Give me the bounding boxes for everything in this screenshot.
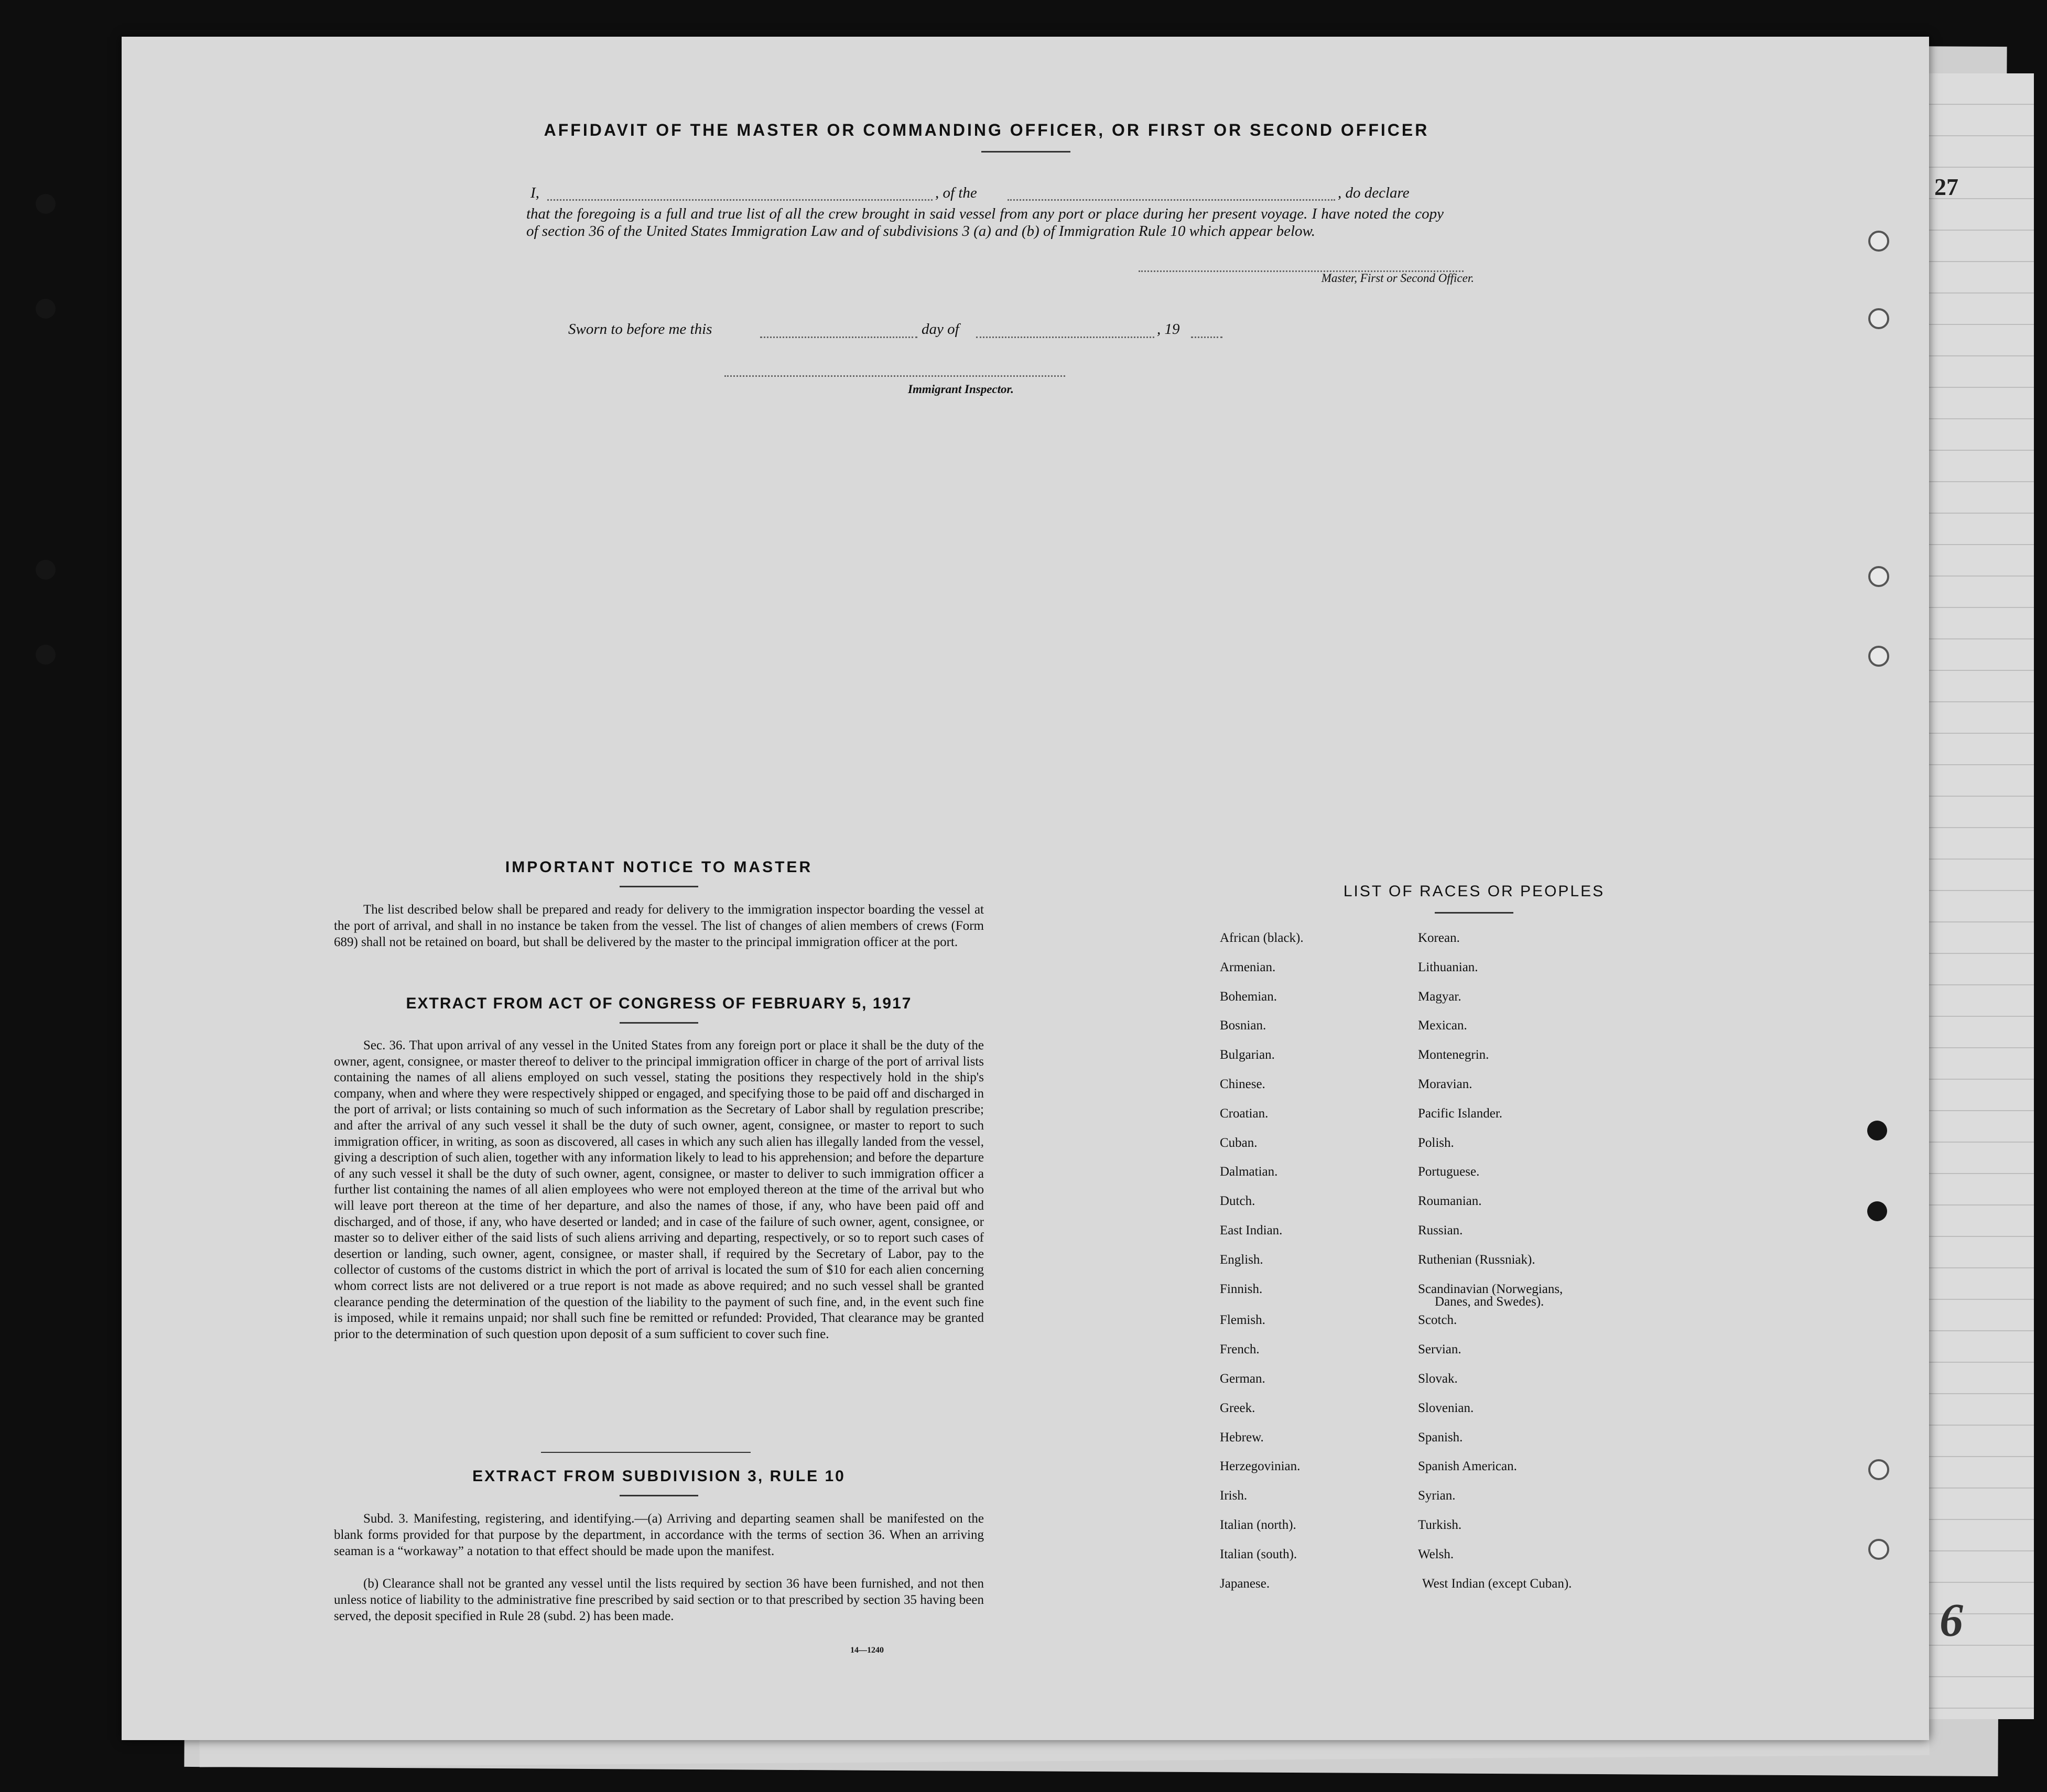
sworn-day-of: day of [922,321,959,338]
race-item: Dalmatian. [1220,1165,1278,1179]
race-scandinavian-cont: Danes, and Swedes). [1435,1295,1544,1309]
race-item: Slovenian. [1418,1400,1474,1415]
binder-hole [36,560,56,580]
races-title: LIST OF RACES OR PEOPLES [1343,883,1605,900]
inspector-label: Immigrant Inspector. [908,383,1014,396]
manifest-page [122,37,1929,1740]
binder-hole [36,194,56,214]
extract-rule-title: EXTRACT FROM SUBDIVISION 3, RULE 10 [472,1468,846,1485]
extract-rule-para-b: (b) Clearance shall not be granted any vessel until the lists required by section 36 have been furnished, and not then unless notice of liability to the administrative fine prescribed by said section or to that prescribed by section 35 having been served, the deposit specified in Rule 28 (subd. 2) has been made. [334,1577,984,1623]
race-item: Spanish. [1418,1430,1463,1445]
notice-rule [620,886,698,887]
race-item: English. [1220,1252,1263,1267]
extract-act-rule [620,1022,698,1024]
extract-rule-para-a: Subd. 3. Manifesting, registering, and identifying.—(a) Arriving and departing seamen shall be manifested on the blank forms provided for that purpose by the department, in accordance with the terms of section 36. When an arriving seaman is a “workaway” a notation to that effect should be made upon the manifest. [334,1512,984,1558]
race-item: Spanish American. [1418,1459,1517,1474]
sworn-prefix: Sworn to before me this [568,321,712,338]
race-item: Russian. [1418,1223,1463,1237]
binder-hole [36,645,56,665]
sworn-month-blank [976,336,1154,338]
race-item: Turkish. [1418,1518,1462,1532]
extract-act-title: EXTRACT FROM ACT OF CONGRESS OF FEBRUARY 5, 1917 [406,995,912,1012]
race-item: Scandinavian (Norwegians, [1418,1281,1563,1296]
race-item: French. [1220,1342,1260,1357]
affidavit-i: I, [530,184,539,201]
race-item: Scotch. [1418,1313,1457,1328]
binder-hole [1867,1121,1887,1141]
race-item: Lithuanian. [1418,960,1478,974]
margin-number-bottom: 6 [1940,1594,1963,1646]
race-item: Mexican. [1418,1018,1467,1033]
inspector-blank [724,375,1065,377]
race-item: Welsh. [1418,1547,1454,1561]
race-item: Korean. [1418,931,1460,945]
race-item: Italian (south). [1220,1547,1297,1561]
race-item: Montenegrin. [1418,1048,1489,1062]
binder-hole [1868,308,1889,329]
extract-rule-rule [620,1495,698,1496]
affidavit-title: AFFIDAVIT OF THE MASTER OR COMMANDING OFFICER, OR FIRST OR SECOND OFFICER [544,121,1429,139]
race-item: Syrian. [1418,1489,1456,1503]
race-item: Dutch. [1220,1194,1255,1209]
race-item: Moravian. [1418,1077,1472,1091]
margin-number-top: 27 [1934,173,1958,200]
race-item: East Indian. [1220,1223,1283,1237]
race-item: Greek. [1220,1400,1255,1415]
affidavit-do-declare: , do declare [1338,184,1410,201]
race-item: Polish. [1418,1135,1454,1150]
race-item: Cuban. [1220,1135,1258,1150]
binder-hole [1868,566,1889,587]
binder-hole [1868,1459,1889,1480]
title-rule [981,151,1070,153]
binder-hole [1867,1201,1887,1221]
vessel-blank [1008,199,1335,201]
binder-hole [1868,646,1889,667]
race-item: Flemish. [1220,1313,1265,1328]
race-item: Japanese. [1220,1576,1270,1591]
race-item: Chinese. [1220,1077,1265,1091]
race-item: Ruthenian (Russniak). [1418,1252,1535,1267]
race-item: Armenian. [1220,960,1276,974]
notice-body: The list described below shall be prepared and ready for delivery to the immigration inspector boarding the vessel at the port of arrival, and shall in no instance be taken from the vessel. The list of changes of alien members of crews (Form 689) shall not be retained on board, but shall be delivered by the master to the principal immigration officer at the port. [334,903,984,949]
race-item: Irish. [1220,1489,1248,1503]
race-item: Servian. [1418,1342,1461,1357]
sworn-year-blank [1191,336,1222,338]
race-item: African (black). [1220,931,1304,945]
race-item: Hebrew. [1220,1430,1264,1445]
sworn-year: , 19 [1157,321,1180,338]
name-blank [547,199,933,201]
race-item: Finnish. [1220,1281,1263,1296]
races-rule [1435,912,1513,914]
race-item: Italian (north). [1220,1518,1296,1532]
binder-hole [1868,231,1889,252]
affidavit-of-the: , of the [935,184,977,201]
race-item: Bohemian. [1220,989,1277,1004]
race-item: Slovak. [1418,1372,1458,1386]
binder-hole [1868,1539,1889,1560]
form-number: 14—1240 [850,1646,884,1655]
affidavit-body: that the foregoing is a full and true list of all the crew brought in said vessel from any port or place during her present voyage. I have noted the copy of section 36 of the United States Immigration Law and of subdivisions 3 (a) and (b) of Immigration Rule 10 which appear below. [526,205,1444,240]
extract-act-body: Sec. 36. That upon arrival of any vessel in the United States from any foreign port or place it shall be the duty of the owner, agent, consignee, or master thereof to deliver to the principal immigration officer in charge of the port of arrival lists containing the names of all aliens employed on such vessel, stating the positions they respectively hold in the ship's company, when and where they were respectively shipped or engaged, and specifying those to be paid off and discharged in the port of arrival; or lists containing so much of such information as the Secretary of Labor shall by regulation prescribe; and after the arrival of any such vessel it shall be the duty of such owner, agent, consignee, or master to report to such immigration officer, in writing, as soon as discovered, all cases in which any such alien has illegally landed from the vessel, giving a description of such alien, together with any information likely to lead to his apprehension; and before the departure of any such vessel it shall be the duty of such owner, agent, consignee, or master to deliver to such immigration officer a further list containing the names of all alien employees who were not employed thereon at the time of the arrival but who will leave port thereon at the time of her departure, and also the names of those, if any, who have been paid off and discharged, and of those, if any, who have deserted or landed; and in case of the failure of such owner, agent, consignee, or master so to deliver either of the said lists of such aliens arriving and departing, respectively, or so to report such cases of desertion or landing, such owner, agent, consignee, or master shall, if required by the Secretary of Labor, pay to the collector of customs of the customs district in which the port of arrival is located the sum of $10 for each alien concerning whom correct lists are not delivered or a true report is not made as above required; and no such vessel shall be granted clearance pending the determination of the question of the liability to the payment of such fine, and, in the event such fine is imposed, while it remains unpaid; nor shall such fine be remitted or refunded: Provided, That clearance may be granted prior to the determination of such question upon deposit of a sum sufficient to cover such fine. [334,1038,984,1341]
sworn-day-blank [760,336,917,338]
section-rule [541,1452,751,1453]
race-item: Herzegovinian. [1220,1459,1301,1474]
race-item: Croatian. [1220,1106,1269,1121]
race-item: West Indian (except Cuban). [1422,1576,1572,1591]
race-item: Bulgarian. [1220,1048,1275,1062]
race-item: Bosnian. [1220,1018,1266,1033]
signature-label: Master, First or Second Officer. [1321,271,1474,285]
race-item: Pacific Islander. [1418,1106,1503,1121]
race-item: German. [1220,1372,1265,1386]
race-item: Roumanian. [1418,1194,1482,1209]
race-item: Magyar. [1418,989,1461,1004]
notice-title: IMPORTANT NOTICE TO MASTER [505,859,813,876]
binder-hole [36,299,56,319]
race-item: Portuguese. [1418,1165,1480,1179]
